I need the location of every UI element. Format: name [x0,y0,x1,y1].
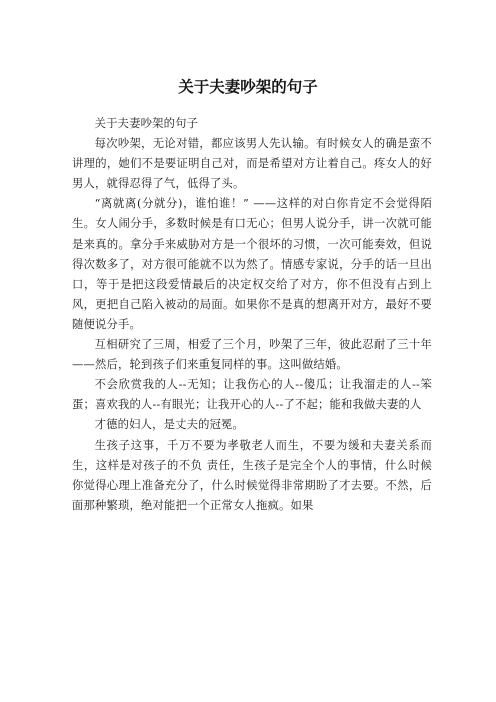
paragraph-subtitle: 关于夫妻吵架的句子 [94,117,199,130]
document-title: 关于夫妻吵架的句子 [178,78,318,96]
paragraph-5: 才德的妇人，是丈夫的冠冕。 [94,418,245,432]
paragraph-3: 互相研究了三周，相爱了三个月，吵架了三年，彼此忍耐了三十年——然后，轮到孩子们来重复同样的事。这叫做结婚。 [72,338,432,372]
paragraph-4: 不会欣赏我的人--无知；让我伤心的人--傻瓜；让我溜走的人--笨蛋；喜欢我的人--有眼光；让我开心的人--了不起；能和我做夫妻的人 [72,378,432,412]
paragraph-6: 生孩子这事，千万不要为孝敬老人而生，不要为缓和夫妻关系而生，这样是对孩子的不负 责任，生孩子是完全个人的事情，什么时候你觉得心理上准备充分了，什么时候觉得非常期盼了才去要。不然，后面那种繁琐，绝对能把一个正常女人拖疯。如果 [72,438,432,512]
paragraph-1: 每次吵架，无论对错，都应该男人先认输。有时候女人的确是蛮不讲理的，她们不是要证明自己对，而是希望对方让着自己。疼女人的好男人，就得忍得了气，低得了头。 [72,137,432,191]
paragraph-2: “离就离(分就分)，谁怕谁！” ——这样的对白你肯定不会觉得陌生。女人闹分手，多数时候是有口无心；但男人说分手，讲一次就可能是来真的。拿分手来威胁对方是一个很坏的习惯，一次可能奏效，但说得次数多了，对方很可能就不以为然了。情感专家说，分手的话一旦出口，等于是把这段爱情最后的决定权交给了对方，你不但没有占到上风，更把自己陷入被动的局面。如果你不是真的想离开对方，最好不要随便说分手。 [72,197,432,331]
document-body [72,114,432,516]
